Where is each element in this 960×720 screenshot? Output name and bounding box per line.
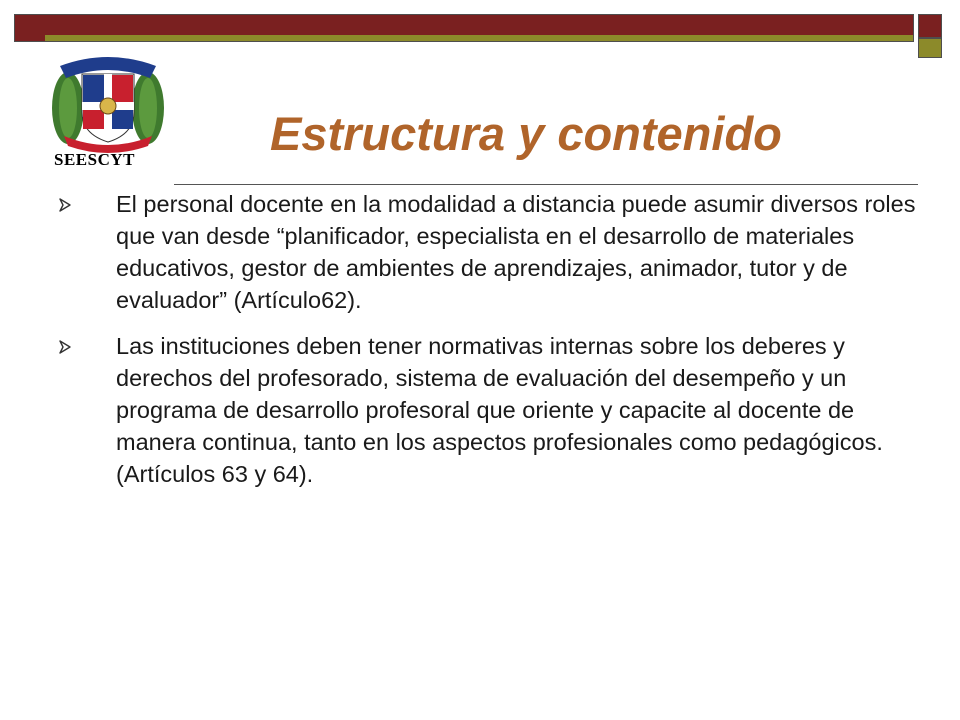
corner-olive-square: [918, 38, 942, 58]
arrow-bullet-icon: [58, 198, 72, 212]
coat-of-arms-seal-icon: [46, 50, 170, 154]
arrow-bullet-icon: [58, 340, 72, 354]
top-decorative-bar: [14, 14, 914, 42]
top-olive-stripe: [45, 35, 913, 41]
list-item: [58, 188, 928, 316]
page-title: Estructura y contenido: [270, 107, 782, 160]
title-divider: [174, 184, 918, 185]
corner-maroon-square: [918, 14, 942, 38]
logo-text: SEESCYT: [54, 150, 135, 169]
bullet-list: [58, 188, 928, 490]
list-item: [58, 330, 928, 490]
bullet-text: El personal docente en la modalidad a distancia puede asumir diversos roles que van desde “planificador, especialista en el desarrollo de materiales educativos, gestor de ambientes de aprendizajes, animador, tutor y de evaluador” (Artículo62).: [116, 191, 916, 313]
bullet-text: Las instituciones deben tener normativas internas sobre los deberes y derechos del profesorado, sistema de evaluación del desempeño y un programa de desarrollo profesoral que oriente y capacite al docente de manera continua, tanto en los aspectos profesionales como pedagógicos. (Artículos 63 y 64).: [116, 333, 883, 487]
